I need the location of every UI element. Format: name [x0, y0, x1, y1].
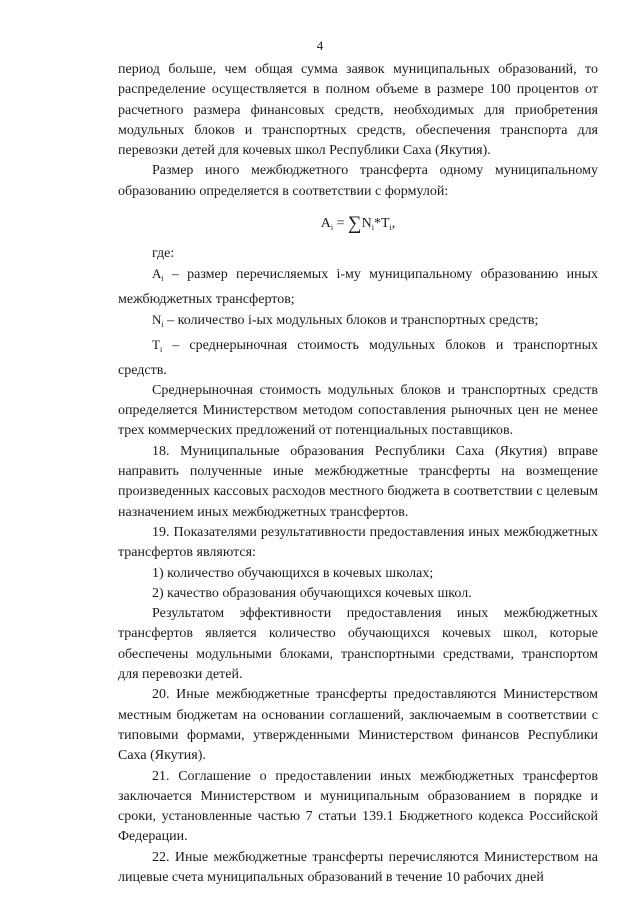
formula-t: T: [380, 216, 390, 232]
formula-t-index: i: [389, 223, 392, 233]
definition-t: [118, 335, 598, 381]
formula-times: *: [373, 216, 381, 232]
page-number: 4: [316, 38, 324, 53]
indicator-2: 2) качество образования обучающихся кочевых школ.: [152, 585, 472, 601]
formula-a: A: [320, 216, 331, 232]
definition-n: [118, 310, 598, 335]
document-body: [118, 60, 598, 888]
indicator-1: 1) количество обучающихся в кочевых школах;: [152, 565, 434, 581]
definition-t-text: – среднерыночная стоимость модульных блоков и транспортных средств.: [118, 338, 598, 378]
definition-a-text: – размер перечисляемых i-му муниципальному образованию иных межбюджетных трансфертов;: [118, 267, 598, 307]
paragraph-market-price: Среднерыночная стоимость модульных блоков и транспортных средств определяется Министерством методом сопоставления рыночных цен не менее трех коммерческих предложений от потенциальных поставщиков.: [118, 382, 598, 439]
formula-sum-sign: ∑: [348, 213, 362, 235]
formula-n: N: [361, 216, 372, 232]
formula-a-index: i: [330, 223, 334, 233]
where-label: где:: [152, 246, 175, 262]
paragraph-20: 20. Иные межбюджетные трансферты предоставляются Министерством местным бюджетам на основании соглашений, заключаемым в соответствии с типовыми формами, утвержденными Министерством финансов Республики Саха (Якутия).: [118, 687, 598, 764]
definition-t-symbol: T: [152, 337, 160, 353]
definition-n-index: i: [161, 319, 164, 329]
paragraph-result: Результатом эффективности предоставления иных межбюджетных трансфертов является количество обучающихся кочевых школ, которые обеспечены модульными блоками, транспортными средствами, транспортом для перевозки детей.: [118, 606, 598, 683]
paragraph-18: 18. Муниципальные образования Республики Саха (Якутия) вправе направить полученные иные межбюджетные трансферты на возмещение произведенных кассовых расходов местного бюджета в соответствии с целевым назначением иных межбюджетных трансфертов.: [118, 443, 598, 520]
definition-a-index: i: [161, 274, 164, 284]
formula-end: ,: [391, 216, 396, 232]
definition-a-symbol: A: [152, 266, 162, 282]
formula-equals: =: [333, 216, 349, 232]
formula: [118, 212, 598, 236]
formula-n-index: i: [371, 223, 374, 233]
paragraph-transfer-size: Размер иного межбюджетного трансферта одному муниципальному образованию определяется в соответствии с формулой:: [118, 163, 598, 199]
paragraph-21: 21. Соглашение о предоставлении иных межбюджетных трансфертов заключается Министерством и муниципальным образованием в порядке и сроки, установленные частью 7 статьи 139.1 Бюджетного кодекса Российской Федерации.: [118, 768, 598, 845]
paragraph-distribution: период больше, чем общая сумма заявок муниципальных образований, то распределение осуществляется в полном объеме в размере 100 процентов от расчетного размера финансовых средств, необходимых для приобретения модульных блоков и транспортных средств, обеспечения транспорта для перевозки детей для кочевых школ Республики Саха (Якутия).: [118, 62, 598, 159]
definition-t-index: i: [159, 345, 163, 355]
paragraph-22: 22. Иные межбюджетные трансферты перечисляются Министерством на лицевые счета муниципальных образований в течение 10 рабочих дней: [118, 849, 598, 885]
definition-a: [118, 264, 598, 310]
paragraph-19: 19. Показателями результативности предоставления иных межбюджетных трансфертов являются:: [118, 524, 598, 561]
definition-n-text: – количество i-ых модульных блоков и транспортных средств;: [163, 312, 539, 328]
definition-n-symbol: N: [152, 311, 162, 327]
